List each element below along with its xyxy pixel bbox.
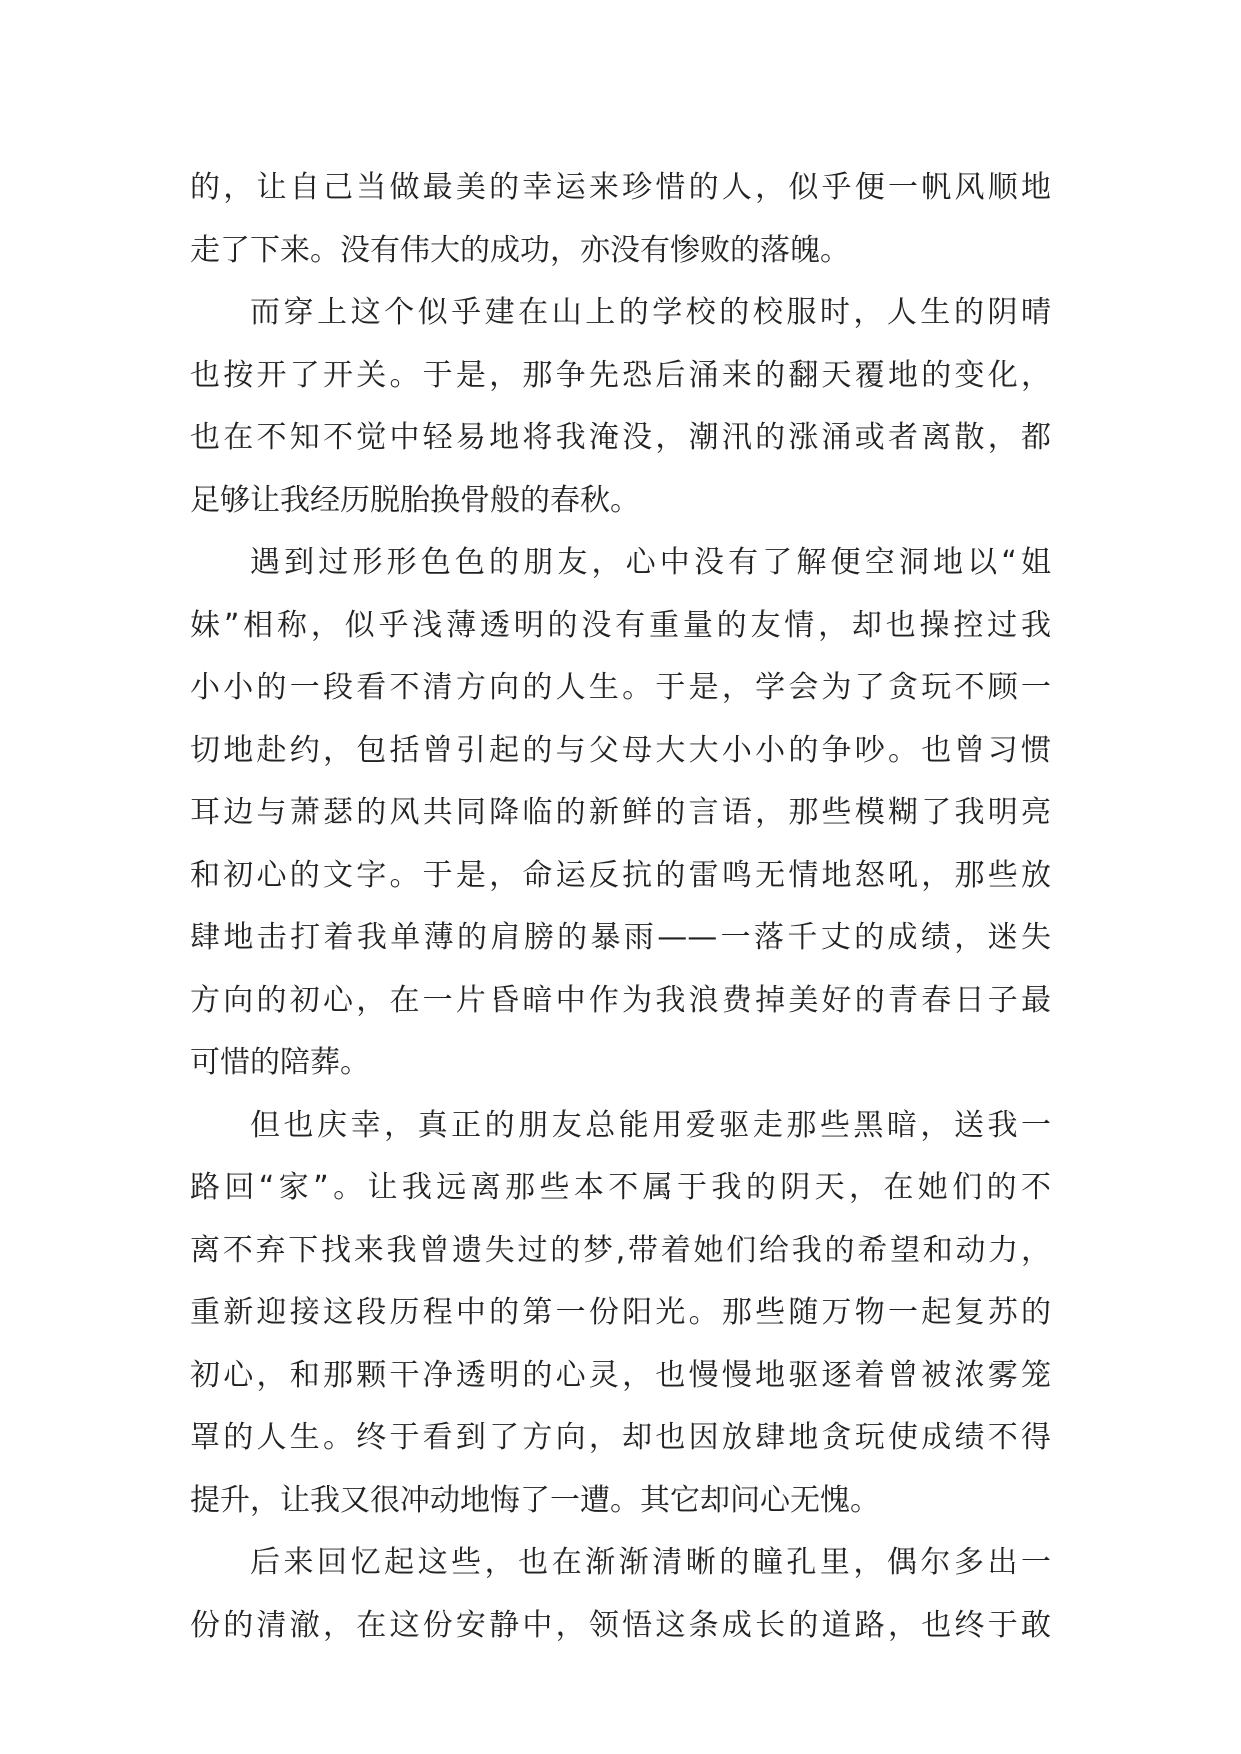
paragraph (190, 282, 1051, 532)
text-line: 离不弃下找来我曾遗失过的梦,带着她们给我的希望和动力， (190, 1232, 1051, 1268)
text-line: 遇到过形形色色的朋友，心中没有了解便空洞地以“姐 (250, 545, 1051, 580)
body-text (190, 157, 1051, 1657)
paragraph (190, 532, 1051, 1095)
text-line: 可惜的陪葬。 (190, 1045, 370, 1080)
text-line: 但也庆幸，真正的朋友总能用爱驱走那些黑暗，送我一 (250, 1107, 1051, 1143)
text-line: 提升，让我又很冲动地悔了一遭。其它却问心无愧。 (190, 1482, 880, 1518)
text-line: 和初心的文字。于是，命运反抗的雷鸣无情地怒吼，那些放 (190, 857, 1051, 893)
text-line: 而穿上这个似乎建在山上的学校的校服时，人生的阴晴 (250, 295, 1051, 330)
text-line: 切地赴约，包括曾引起的与父母大大小小的争吵。也曾习惯 (190, 732, 1051, 768)
text-line: 小小的一段看不清方向的人生。于是，学会为了贪玩不顾一 (190, 670, 1051, 705)
text-line: 重新迎接这段历程中的第一份阳光。那些随万物一起复苏的 (190, 1295, 1051, 1330)
paragraph (190, 1095, 1051, 1533)
text-line: 后来回忆起这些，也在渐渐清晰的瞳孔里，偶尔多出一 (250, 1545, 1051, 1580)
paragraph (190, 1532, 1051, 1657)
text-line: 耳边与萧瑟的风共同降临的新鲜的言语，那些模糊了我明亮 (190, 795, 1051, 830)
text-line: 方向的初心，在一片昏暗中作为我浪费掉美好的青春日子最 (190, 982, 1051, 1018)
text-line: 罩的人生。终于看到了方向，却也因放肆地贪玩使成绩不得 (190, 1420, 1051, 1455)
text-line: 也按开了开关。于是，那争先恐后涌来的翻天覆地的变化， (190, 357, 1051, 393)
text-line: 路回“家”。让我远离那些本不属于我的阴天，在她们的不 (190, 1170, 1051, 1205)
text-line: 也在不知不觉中轻易地将我淹没，潮汛的涨涌或者离散，都 (190, 420, 1051, 455)
text-line: 妹”相称，似乎浅薄透明的没有重量的友情，却也操控过我 (190, 607, 1051, 643)
text-line: 份的清澈，在这份安静中，领悟这条成长的道路，也终于敢 (190, 1607, 1051, 1643)
paragraph (190, 157, 1051, 282)
text-line: 的，让自己当做最美的幸运来珍惜的人，似乎便一帆风顺地 (190, 170, 1051, 205)
text-line: 走了下来。没有伟大的成功，亦没有惨败的落魄。 (190, 232, 850, 268)
text-line: 初心，和那颗干净透明的心灵，也慢慢地驱逐着曾被浓雾笼 (190, 1357, 1051, 1393)
text-line: 肆地击打着我单薄的肩膀的暴雨——一落千丈的成绩，迷失 (190, 920, 1051, 955)
text-line: 足够让我经历脱胎换骨般的春秋。 (190, 482, 640, 518)
